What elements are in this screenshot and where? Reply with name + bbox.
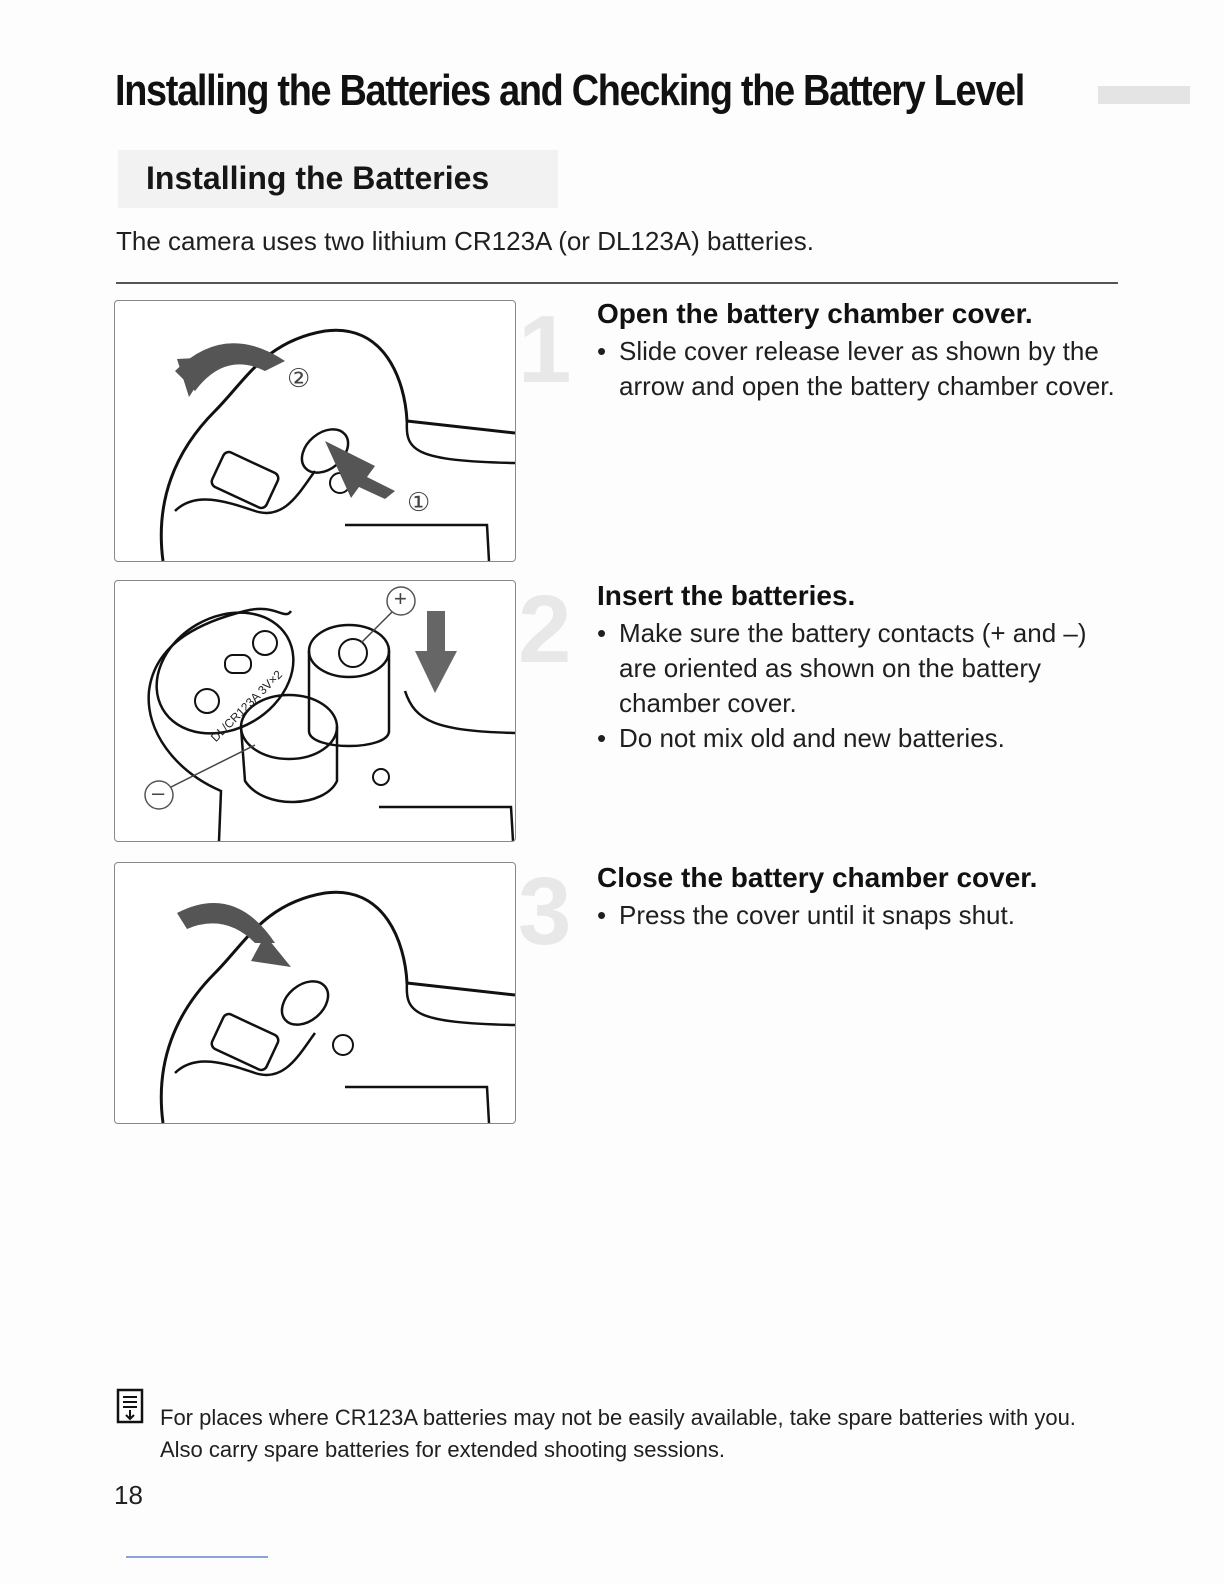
page-number: 18	[114, 1480, 143, 1510]
bullet: • Make sure the battery contacts (+ and –) are oriented as shown on the battery chamber cover.	[597, 616, 1117, 721]
step-number-1: 1	[518, 296, 572, 403]
section-subtitle: Installing the Batteries	[146, 160, 490, 196]
figure-close-cover	[114, 862, 516, 1124]
figure-open-cover	[114, 300, 516, 562]
page-title: Installing the Batteries and Checking the Battery Level	[115, 66, 1024, 115]
bullet: • Slide cover release lever as shown by the arrow and open the battery chamber cover.	[597, 334, 1117, 404]
label-plus: +	[394, 586, 407, 611]
figure-insert-batteries	[114, 580, 516, 842]
camera-bottom-illustration-1	[115, 301, 515, 561]
step-number-3: 3	[518, 858, 572, 965]
bullet: • Press the cover until it snaps shut.	[597, 898, 1117, 933]
camera-bottom-illustration-3	[115, 863, 515, 1123]
step-bullets-2	[597, 616, 1117, 756]
label-one: ①	[407, 487, 431, 517]
label-minus: –	[152, 780, 165, 805]
step-bullets-3	[597, 898, 1117, 933]
bullet: • Do not mix old and new batteries.	[597, 721, 1117, 756]
step-bullets-1	[597, 334, 1117, 404]
step-title-3: Close the battery chamber cover.	[597, 862, 1038, 893]
note-text: For places where CR123A batteries may not be easily available, take spare batteries with you. Also carry spare batteries for extended shooting sessions.	[160, 1405, 1076, 1462]
step-number-2: 2	[518, 576, 572, 683]
label-battery-type: DL/CR123A 3V×2	[207, 667, 286, 745]
label-two: ②	[287, 363, 311, 393]
section-tab-marker	[1098, 86, 1190, 104]
camera-bottom-illustration-2	[115, 581, 515, 841]
intro-text: The camera uses two lithium CR123A (or DL123A) batteries.	[116, 226, 814, 256]
step-title-1: Open the battery chamber cover.	[597, 298, 1033, 329]
bottom-rule	[126, 1556, 268, 1558]
note-icon	[116, 1388, 146, 1424]
step-title-2: Insert the batteries.	[597, 580, 856, 611]
divider	[116, 282, 1118, 284]
